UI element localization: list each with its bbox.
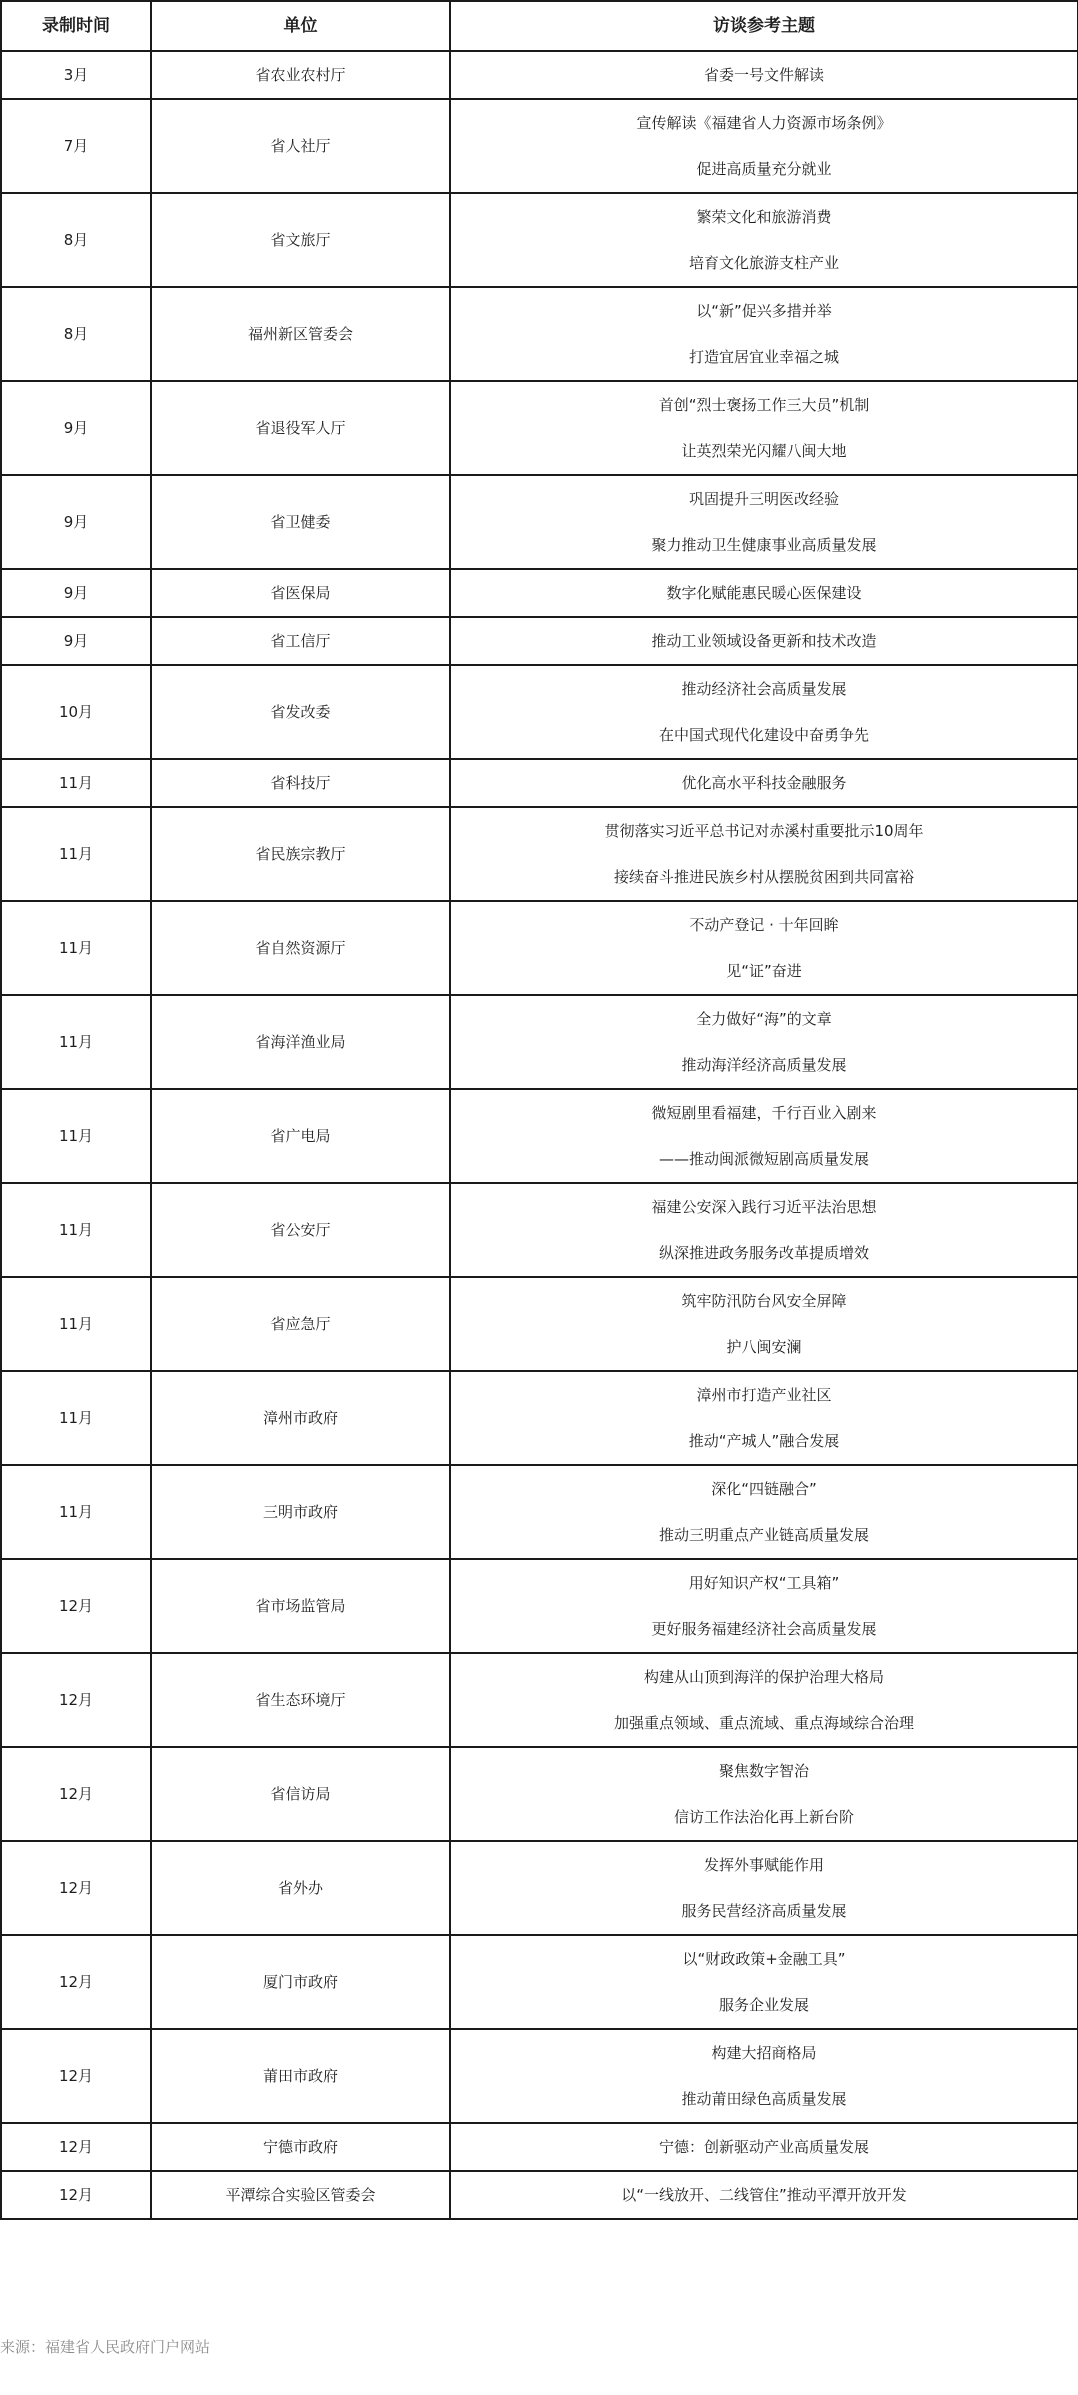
topic-line: 信访工作法治化再上新台阶 [673, 1808, 854, 1826]
topic-line: 宣传解读《福建省人力资源市场条例》 [636, 114, 892, 132]
cell-unit: 省外办 [151, 1841, 450, 1935]
table-row [1, 1747, 1078, 1841]
cell-recording-time: 8月 [1, 193, 151, 287]
topic-line: 构建大招商格局 [711, 2044, 817, 2062]
topic-line: 接续奋斗推进民族乡村从摆脱贫困到共同富裕 [613, 868, 914, 886]
cell-unit: 省公安厅 [151, 1183, 450, 1277]
topic-line: 推动经济社会高质量发展 [681, 680, 847, 698]
cell-recording-time: 11月 [1, 1089, 151, 1183]
cell-interview-topic [450, 1089, 1078, 1183]
topic-line: 构建从山顶到海洋的保护治理大格局 [643, 1668, 884, 1686]
cell-interview-topic [450, 1935, 1078, 2029]
cell-recording-time: 12月 [1, 1559, 151, 1653]
topic-line: 推动莆田绿色高质量发展 [681, 2090, 847, 2108]
header-unit: 单位 [151, 1, 450, 51]
cell-unit: 省发改委 [151, 665, 450, 759]
topic-line: 巩固提升三明医改经验 [688, 490, 839, 508]
cell-recording-time: 9月 [1, 475, 151, 569]
cell-interview-topic [450, 1841, 1078, 1935]
cell-interview-topic [450, 287, 1078, 381]
topic-line: 宁德：创新驱动产业高质量发展 [658, 2138, 869, 2156]
cell-recording-time: 12月 [1, 2171, 151, 2219]
cell-interview-topic [450, 1371, 1078, 1465]
table-row [1, 1277, 1078, 1371]
table-row [1, 1559, 1078, 1653]
cell-recording-time: 9月 [1, 569, 151, 617]
table-row [1, 995, 1078, 1089]
table-row [1, 287, 1078, 381]
topic-line: 漳州市打造产业社区 [696, 1386, 832, 1404]
cell-unit: 省自然资源厅 [151, 901, 450, 995]
topic-line: 微短剧里看福建，千行百业入剧来 [651, 1104, 877, 1122]
topic-line: 加强重点领域、重点流域、重点海域综合治理 [613, 1714, 914, 1732]
cell-interview-topic [450, 2029, 1078, 2123]
cell-unit: 省文旅厅 [151, 193, 450, 287]
cell-recording-time: 11月 [1, 901, 151, 995]
cell-interview-topic [450, 1653, 1078, 1747]
cell-interview-topic [450, 51, 1078, 99]
topic-line: 更好服务福建经济社会高质量发展 [651, 1620, 877, 1638]
cell-unit: 省市场监管局 [151, 1559, 450, 1653]
table-row [1, 1371, 1078, 1465]
header-recording-time: 录制时间 [1, 1, 151, 51]
topic-line: 纵深推进政务服务改革提质增效 [658, 1244, 869, 1262]
cell-recording-time: 11月 [1, 1183, 151, 1277]
cell-unit: 福州新区管委会 [151, 287, 450, 381]
table-row [1, 617, 1078, 665]
table-row [1, 2123, 1078, 2171]
topic-line: 不动产登记 · 十年回眸 [689, 916, 839, 934]
cell-recording-time: 10月 [1, 665, 151, 759]
topic-line: 福建公安深入践行习近平法治思想 [651, 1198, 877, 1216]
topic-line: 以“新”促兴多措并举 [696, 302, 832, 320]
table-row [1, 759, 1078, 807]
cell-recording-time: 12月 [1, 1747, 151, 1841]
topic-line: 聚焦数字智治 [718, 1762, 809, 1780]
topic-line: 繁荣文化和旅游消费 [696, 208, 832, 226]
source-note: 来源：福建省人民政府门户网站 [0, 2338, 211, 2356]
table-row [1, 1653, 1078, 1747]
topic-line: 贯彻落实习近平总书记对赤溪村重要批示10周年 [604, 822, 924, 840]
topic-line: 发挥外事赋能作用 [703, 1856, 824, 1874]
cell-recording-time: 12月 [1, 1653, 151, 1747]
topic-line: 推动三明重点产业链高质量发展 [658, 1526, 869, 1544]
cell-unit: 省民族宗教厅 [151, 807, 450, 901]
topic-line: 用好知识产权“工具箱” [688, 1574, 840, 1592]
cell-recording-time: 11月 [1, 1371, 151, 1465]
cell-unit: 省工信厅 [151, 617, 450, 665]
cell-interview-topic [450, 569, 1078, 617]
cell-unit: 宁德市政府 [151, 2123, 450, 2171]
topic-line: 数字化赋能惠民暖心医保建设 [666, 584, 862, 602]
cell-interview-topic [450, 901, 1078, 995]
topic-line: 在中国式现代化建设中奋勇争先 [658, 726, 869, 744]
table-header-row [1, 1, 1078, 51]
cell-unit: 省人社厅 [151, 99, 450, 193]
table-row [1, 99, 1078, 193]
topic-line: 培育文化旅游支柱产业 [688, 254, 839, 272]
table-body [1, 51, 1078, 2219]
topic-line: 聚力推动卫生健康事业高质量发展 [651, 536, 877, 554]
cell-interview-topic [450, 1277, 1078, 1371]
table-row [1, 1841, 1078, 1935]
cell-interview-topic [450, 807, 1078, 901]
cell-recording-time: 9月 [1, 381, 151, 475]
cell-unit: 省农业农村厅 [151, 51, 450, 99]
table-row [1, 901, 1078, 995]
table-row [1, 51, 1078, 99]
cell-recording-time: 12月 [1, 1841, 151, 1935]
topic-line: 促进高质量充分就业 [696, 160, 832, 178]
cell-unit: 三明市政府 [151, 1465, 450, 1559]
cell-interview-topic [450, 665, 1078, 759]
cell-unit: 漳州市政府 [151, 1371, 450, 1465]
cell-interview-topic [450, 1183, 1078, 1277]
cell-recording-time: 7月 [1, 99, 151, 193]
topic-line: 首创“烈士褒扬工作三大员”机制 [658, 396, 870, 414]
topic-line: 优化高水平科技金融服务 [681, 774, 847, 792]
cell-recording-time: 9月 [1, 617, 151, 665]
cell-unit: 省医保局 [151, 569, 450, 617]
cell-recording-time: 12月 [1, 2029, 151, 2123]
cell-unit: 省卫健委 [151, 475, 450, 569]
table-row [1, 381, 1078, 475]
cell-interview-topic [450, 617, 1078, 665]
cell-recording-time: 12月 [1, 2123, 151, 2171]
cell-unit: 省广电局 [151, 1089, 450, 1183]
cell-interview-topic [450, 759, 1078, 807]
topic-line: 推动海洋经济高质量发展 [681, 1056, 847, 1074]
cell-interview-topic [450, 995, 1078, 1089]
cell-recording-time: 3月 [1, 51, 151, 99]
table-row [1, 475, 1078, 569]
topic-line: 推动工业领域设备更新和技术改造 [651, 632, 877, 650]
table-row [1, 1183, 1078, 1277]
topic-line: 筑牢防汛防台风安全屏障 [681, 1292, 847, 1310]
table-row [1, 569, 1078, 617]
cell-unit: 莆田市政府 [151, 2029, 450, 2123]
topic-line: 省委一号文件解读 [703, 66, 824, 84]
cell-interview-topic [450, 2123, 1078, 2171]
cell-interview-topic [450, 475, 1078, 569]
cell-unit: 省海洋渔业局 [151, 995, 450, 1089]
topic-line: 以“一线放开、二线管住”推动平潭开放开发 [621, 2186, 907, 2204]
cell-interview-topic [450, 99, 1078, 193]
table-row [1, 193, 1078, 287]
table-row [1, 807, 1078, 901]
cell-recording-time: 11月 [1, 807, 151, 901]
cell-interview-topic [450, 193, 1078, 287]
cell-interview-topic [450, 1747, 1078, 1841]
topic-line: 推动“产城人”融合发展 [688, 1432, 840, 1450]
cell-recording-time: 11月 [1, 1465, 151, 1559]
cell-recording-time: 11月 [1, 1277, 151, 1371]
cell-interview-topic [450, 2171, 1078, 2219]
cell-interview-topic [450, 1465, 1078, 1559]
topic-line: 全力做好“海”的文章 [696, 1010, 832, 1028]
cell-unit: 省信访局 [151, 1747, 450, 1841]
table-row [1, 1089, 1078, 1183]
topic-line: 深化“四链融合” [711, 1480, 817, 1498]
cell-recording-time: 11月 [1, 759, 151, 807]
cell-recording-time: 8月 [1, 287, 151, 381]
cell-recording-time: 12月 [1, 1935, 151, 2029]
cell-recording-time: 11月 [1, 995, 151, 1089]
cell-unit: 厦门市政府 [151, 1935, 450, 2029]
table-row [1, 1465, 1078, 1559]
topic-line: 让英烈荣光闪耀八闽大地 [681, 442, 847, 460]
cell-unit: 平潭综合实验区管委会 [151, 2171, 450, 2219]
cell-interview-topic [450, 1559, 1078, 1653]
table-row [1, 2171, 1078, 2219]
cell-unit: 省生态环境厅 [151, 1653, 450, 1747]
topic-line: 护八闽安澜 [726, 1338, 802, 1356]
header-interview-topic: 访谈参考主题 [450, 1, 1078, 51]
cell-unit: 省退役军人厅 [151, 381, 450, 475]
cell-unit: 省科技厅 [151, 759, 450, 807]
cell-unit: 省应急厅 [151, 1277, 450, 1371]
topic-line: 见“证”奋进 [726, 962, 802, 980]
topic-line: ——推动闽派微短剧高质量发展 [658, 1150, 869, 1168]
topic-line: 打造宜居宜业幸福之城 [688, 348, 839, 366]
table-row [1, 2029, 1078, 2123]
table-row [1, 665, 1078, 759]
table-row [1, 1935, 1078, 2029]
topic-line: 服务民营经济高质量发展 [681, 1902, 847, 1920]
topic-line: 服务企业发展 [718, 1996, 809, 2014]
topic-line: 以“财政政策+金融工具” [682, 1950, 846, 1968]
cell-interview-topic [450, 381, 1078, 475]
